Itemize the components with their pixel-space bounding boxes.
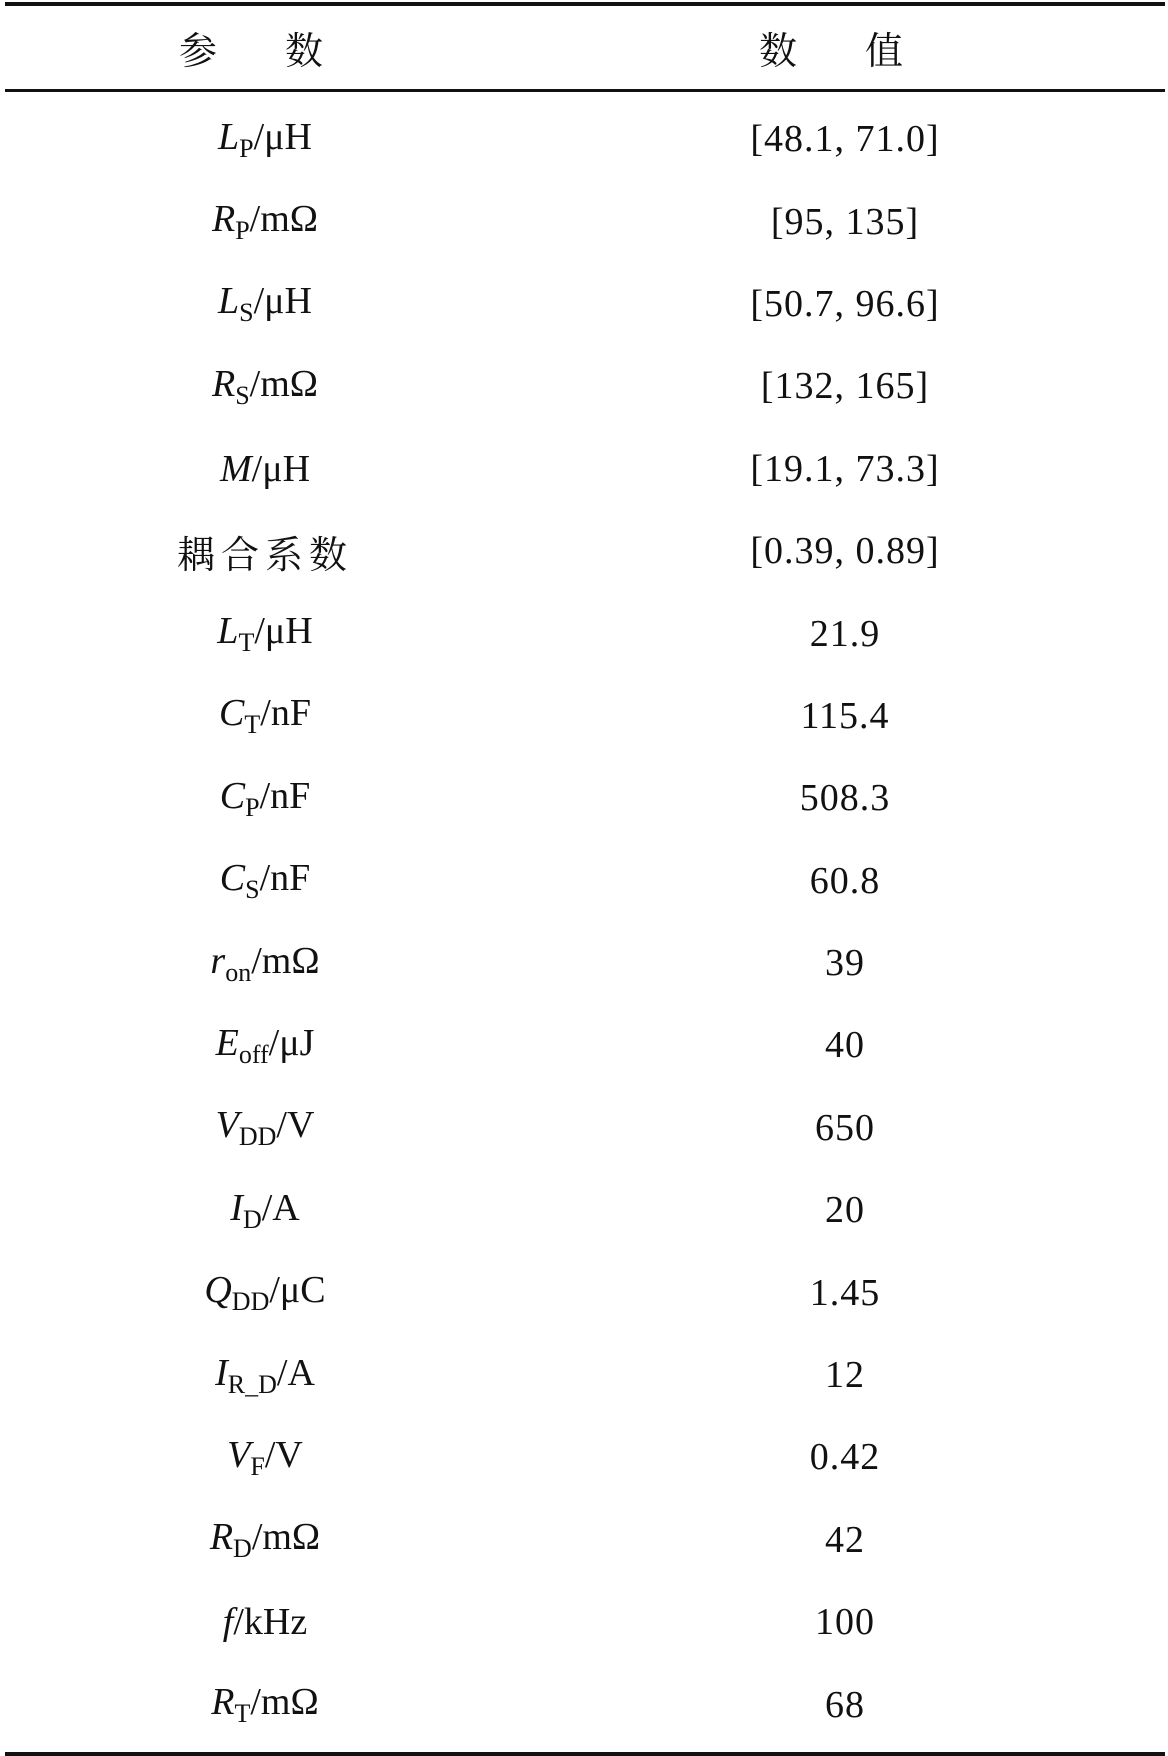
value-text: [48.1, 71.0] bbox=[750, 118, 940, 161]
param-unit: /μH bbox=[254, 610, 313, 653]
table-row bbox=[5, 1251, 1165, 1333]
param-unit: /V bbox=[276, 1104, 315, 1147]
parameter-table bbox=[5, 0, 1165, 1756]
value-text: 650 bbox=[815, 1106, 875, 1149]
param-subscript: off bbox=[238, 1039, 269, 1069]
param-unit: /μH bbox=[253, 280, 312, 323]
param-unit: /nF bbox=[259, 774, 311, 817]
param-symbol: C bbox=[219, 774, 246, 817]
param-cell bbox=[5, 856, 525, 905]
value-cell bbox=[525, 282, 1165, 326]
param-label: 耦合系数 bbox=[176, 532, 353, 577]
table-row bbox=[5, 922, 1165, 1004]
param-unit: /μJ bbox=[268, 1021, 315, 1064]
param-symbol: L bbox=[217, 610, 239, 653]
table-row bbox=[5, 757, 1165, 839]
value-text: 20 bbox=[825, 1189, 865, 1232]
value-cell bbox=[525, 612, 1165, 656]
value-text: 42 bbox=[825, 1518, 865, 1561]
param-subscript: T bbox=[238, 628, 255, 658]
param-cell bbox=[5, 362, 525, 411]
param-unit: /μC bbox=[269, 1269, 326, 1312]
value-text: 60.8 bbox=[809, 859, 881, 902]
value-cell bbox=[525, 117, 1165, 161]
table-row bbox=[5, 1581, 1165, 1663]
param-symbol: E bbox=[215, 1021, 239, 1064]
value-cell bbox=[525, 1683, 1165, 1727]
value-text: 508.3 bbox=[799, 777, 891, 820]
param-subscript: D bbox=[242, 1204, 262, 1234]
table-bottom-rule bbox=[5, 1752, 1165, 1756]
param-subscript: T bbox=[244, 710, 261, 740]
table-row bbox=[5, 263, 1165, 345]
param-cell bbox=[5, 1600, 525, 1644]
param-subscript: S bbox=[239, 298, 254, 328]
value-text: [50.7, 96.6] bbox=[750, 282, 940, 325]
param-subscript: R_D bbox=[227, 1369, 277, 1399]
param-cell bbox=[5, 1680, 525, 1729]
value-cell bbox=[525, 1518, 1165, 1562]
param-cell bbox=[5, 609, 525, 658]
param-unit: /A bbox=[276, 1351, 315, 1394]
value-cell bbox=[525, 529, 1165, 573]
param-cell bbox=[5, 115, 525, 164]
param-cell bbox=[5, 1515, 525, 1564]
table-row bbox=[5, 675, 1165, 757]
value-text: 1.45 bbox=[809, 1271, 881, 1314]
param-cell bbox=[5, 1103, 525, 1152]
param-symbol: f bbox=[222, 1601, 234, 1644]
param-subscript: P bbox=[235, 216, 250, 246]
value-cell bbox=[525, 1023, 1165, 1067]
param-unit: /μH bbox=[251, 447, 311, 490]
value-cell bbox=[525, 447, 1165, 491]
param-symbol: Q bbox=[204, 1269, 232, 1312]
table-row bbox=[5, 1169, 1165, 1251]
value-text: 115.4 bbox=[800, 694, 890, 737]
param-unit: /mΩ bbox=[250, 1681, 319, 1724]
param-symbol: r bbox=[210, 939, 226, 982]
param-unit: /μH bbox=[253, 115, 312, 158]
value-text: 39 bbox=[825, 942, 865, 985]
table-row bbox=[5, 180, 1165, 262]
value-text: 100 bbox=[815, 1601, 875, 1644]
param-subscript: S bbox=[235, 380, 250, 410]
param-subscript: on bbox=[225, 957, 252, 987]
value-cell bbox=[525, 200, 1165, 244]
param-unit: /A bbox=[261, 1186, 300, 1229]
value-cell bbox=[525, 1188, 1165, 1232]
param-subscript: F bbox=[250, 1451, 265, 1481]
param-cell bbox=[5, 1021, 525, 1070]
param-symbol: R bbox=[211, 1681, 235, 1724]
param-cell bbox=[5, 691, 525, 740]
value-cell bbox=[525, 1271, 1165, 1315]
value-cell bbox=[525, 941, 1165, 985]
table-row bbox=[5, 345, 1165, 427]
param-symbol: L bbox=[218, 115, 240, 158]
table-row bbox=[5, 1004, 1165, 1086]
value-cell bbox=[525, 1600, 1165, 1644]
param-symbol: R bbox=[209, 1516, 234, 1559]
param-symbol: I bbox=[215, 1351, 228, 1394]
table-row bbox=[5, 510, 1165, 592]
value-cell bbox=[525, 694, 1165, 738]
param-cell bbox=[5, 279, 525, 328]
table-row bbox=[5, 1087, 1165, 1169]
param-cell bbox=[5, 524, 525, 579]
param-unit: /V bbox=[264, 1433, 303, 1476]
header-param: 参 数 bbox=[178, 29, 352, 73]
param-unit: /nF bbox=[259, 857, 311, 900]
param-subscript: DD bbox=[231, 1287, 270, 1317]
value-text: 12 bbox=[825, 1354, 865, 1397]
param-symbol: C bbox=[219, 692, 245, 735]
header-value: 数 值 bbox=[758, 29, 932, 73]
value-cell bbox=[525, 1106, 1165, 1150]
param-subscript: P bbox=[239, 133, 254, 163]
param-symbol: R bbox=[211, 362, 236, 405]
param-unit: /kHz bbox=[233, 1601, 308, 1644]
param-subscript: P bbox=[245, 792, 260, 822]
value-text: [19.1, 73.3] bbox=[750, 447, 940, 490]
param-subscript: DD bbox=[238, 1122, 277, 1152]
value-text: 40 bbox=[825, 1024, 865, 1067]
table-row bbox=[5, 840, 1165, 922]
value-text: [132, 165] bbox=[760, 365, 930, 408]
param-cell bbox=[5, 1433, 525, 1482]
value-text: 0.42 bbox=[809, 1436, 881, 1479]
table-row bbox=[5, 98, 1165, 180]
table-row bbox=[5, 428, 1165, 510]
table-row bbox=[5, 1499, 1165, 1581]
table-header-row bbox=[5, 6, 1165, 89]
value-cell bbox=[525, 776, 1165, 820]
param-cell bbox=[5, 1186, 525, 1235]
value-cell bbox=[525, 1353, 1165, 1397]
value-text: [95, 135] bbox=[770, 200, 920, 243]
value-text: [0.39, 0.89] bbox=[750, 530, 940, 573]
param-unit: /mΩ bbox=[249, 362, 319, 405]
param-unit: /mΩ bbox=[251, 1516, 321, 1559]
table-row bbox=[5, 1663, 1165, 1745]
table-row bbox=[5, 592, 1165, 674]
value-cell bbox=[525, 859, 1165, 903]
table-body bbox=[5, 98, 1165, 1746]
value-cell bbox=[525, 1435, 1165, 1479]
param-cell bbox=[5, 447, 525, 491]
param-unit: /mΩ bbox=[249, 198, 319, 241]
param-cell bbox=[5, 939, 525, 988]
param-cell bbox=[5, 1268, 525, 1317]
param-symbol: L bbox=[218, 280, 240, 323]
table-row bbox=[5, 1416, 1165, 1498]
param-unit: /mΩ bbox=[251, 939, 320, 982]
param-subscript: T bbox=[234, 1699, 251, 1729]
value-cell bbox=[525, 364, 1165, 408]
param-subscript: S bbox=[245, 875, 260, 905]
param-cell bbox=[5, 197, 525, 246]
param-unit: /nF bbox=[260, 692, 311, 735]
param-subscript: D bbox=[233, 1534, 252, 1564]
param-symbol: V bbox=[227, 1433, 251, 1476]
param-cell bbox=[5, 1351, 525, 1400]
param-symbol: I bbox=[230, 1186, 243, 1229]
value-text: 21.9 bbox=[809, 612, 881, 655]
param-symbol: V bbox=[215, 1104, 239, 1147]
param-cell bbox=[5, 774, 525, 823]
param-symbol: R bbox=[211, 198, 236, 241]
param-symbol: C bbox=[219, 857, 246, 900]
value-text: 68 bbox=[825, 1683, 865, 1726]
param-symbol: M bbox=[219, 447, 252, 490]
table-row bbox=[5, 1334, 1165, 1416]
